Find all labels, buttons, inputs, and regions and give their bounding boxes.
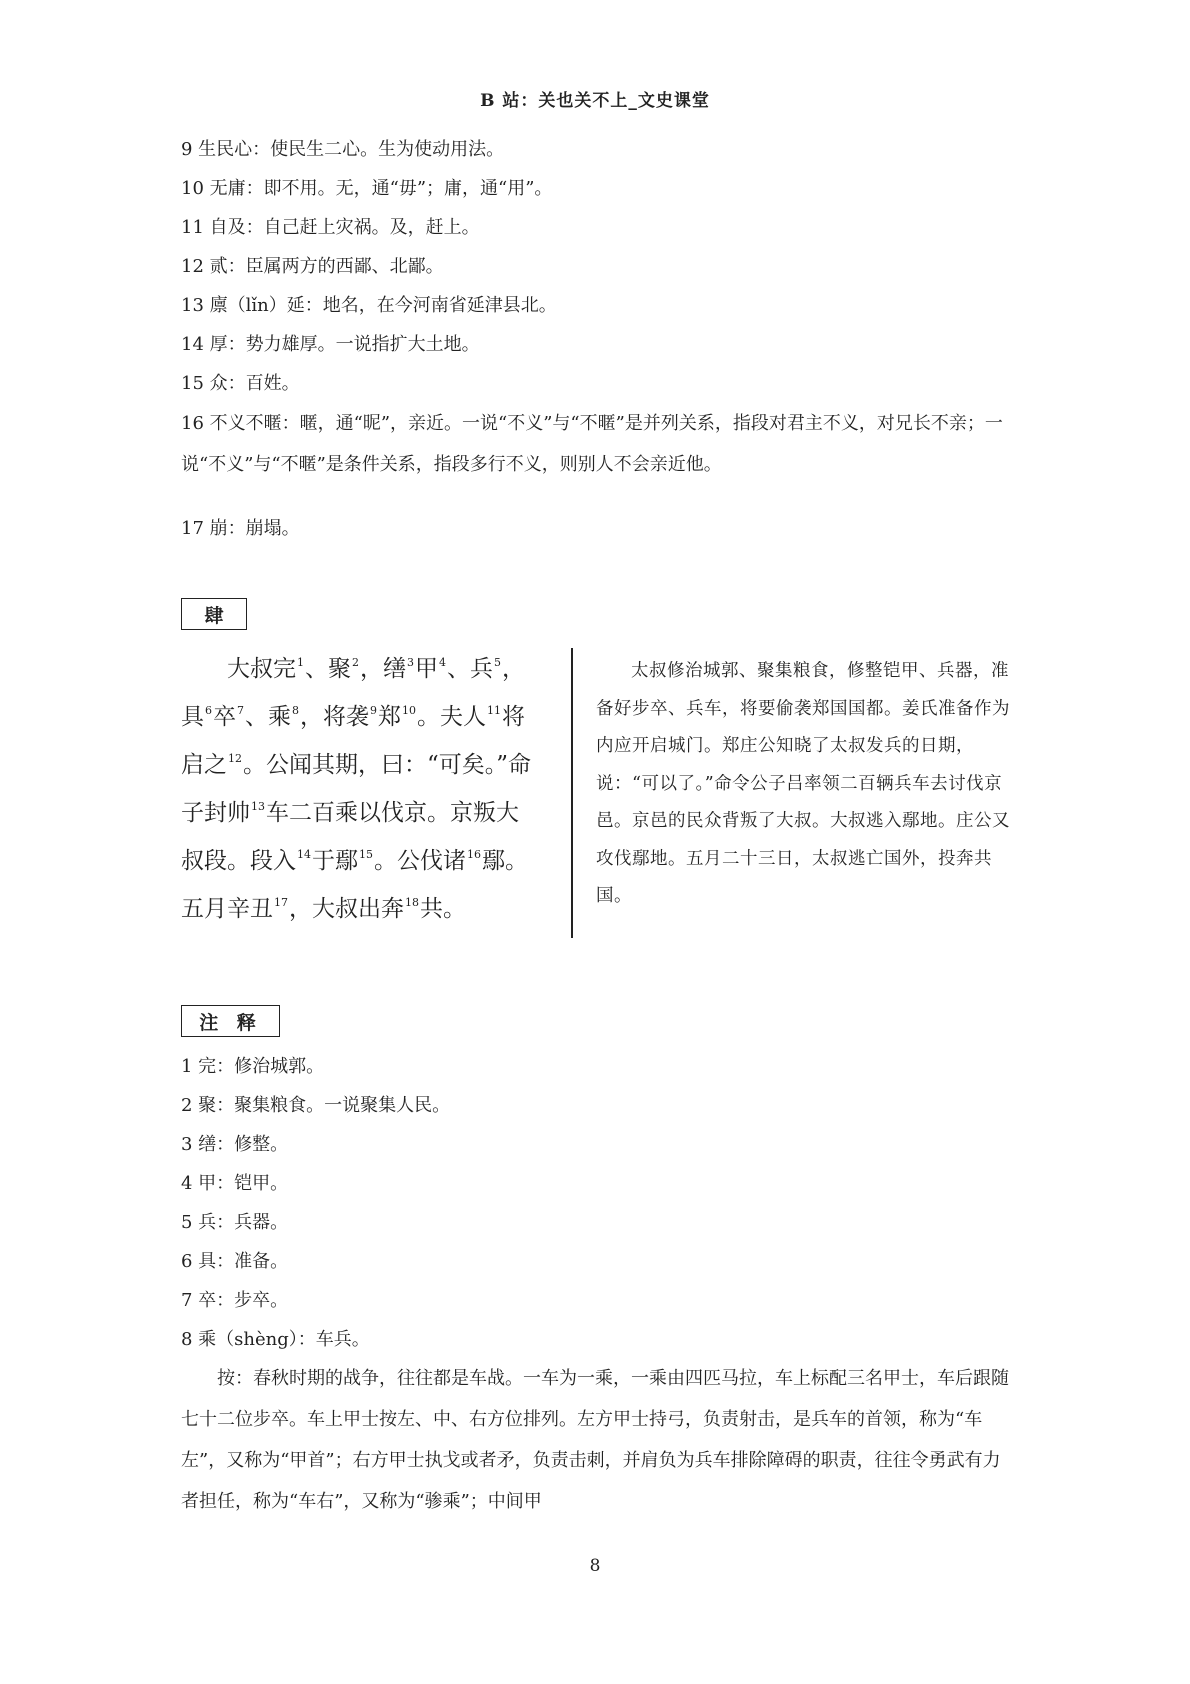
- note-14: 14 厚：势力雄厚。一说指扩大土地。: [181, 334, 480, 355]
- original-text-segment: 、乘: [245, 704, 291, 730]
- original-text-segment: 车二百乘以伐京。京叛大叔段。段入: [181, 800, 519, 874]
- note-marker: 2: [352, 656, 359, 669]
- note-marker: 9: [370, 704, 377, 717]
- original-text-segment: 。公闻其期，曰：“可矣。”命子封帅: [181, 752, 532, 826]
- original-text-segment: 。公伐诸: [374, 848, 466, 874]
- note-17: 17 崩：崩塌。: [181, 518, 300, 539]
- note-11: 11 自及：自己赶上灾祸。及，赶上。: [181, 217, 480, 238]
- note-marker: 13: [251, 800, 265, 813]
- original-text-segment: ，大叔出奔: [289, 896, 404, 922]
- note-b6: 6 具：准备。: [181, 1251, 289, 1272]
- note-marker: 1: [297, 656, 304, 669]
- column-divider: [571, 648, 573, 938]
- note-marker: 12: [228, 752, 242, 765]
- note-b4: 4 甲：铠甲。: [181, 1173, 289, 1194]
- section-title: 肆: [204, 604, 224, 627]
- note-marker: 4: [439, 656, 446, 669]
- original-text: [181, 645, 541, 933]
- annotations-title: 注 释: [199, 1011, 262, 1034]
- note-b7: 7 卒：步卒。: [181, 1290, 289, 1311]
- note-9: 9 生民心：使民生二心。生为使动用法。: [181, 139, 505, 160]
- page-header: B 站：关也关不上_文史课堂: [480, 91, 710, 111]
- original-paragraph: [181, 645, 541, 933]
- note-b5: 5 兵：兵器。: [181, 1212, 289, 1233]
- original-text-segment: 卒: [213, 704, 236, 730]
- original-text-segment: 甲: [415, 656, 438, 682]
- note-marker: 15: [359, 848, 373, 861]
- note-10: 10 无庸：即不用。无，通“毋”；庸，通“用”。: [181, 178, 553, 199]
- original-text-segment: 、聚: [305, 656, 351, 682]
- original-text-segment: ，缮: [360, 656, 406, 682]
- note-b2: 2 聚：聚集粮食。一说聚集人民。: [181, 1095, 451, 1116]
- original-text-segment: 。夫人: [417, 704, 486, 730]
- note-marker: 8: [292, 704, 299, 717]
- translation-text: 太叔修治城郭、聚集粮食，修整铠甲、兵器，准备好步卒、兵车，将要偷袭郑国国都。姜氏准备作为内应开启城门。郑庄公知晓了太叔发兵的日期，说：“可以了。”命令公子吕率领二百辆兵车去讨伐京邑。京邑的民众背叛了大叔。大叔逃入鄢地。庄公又攻伐鄢地。五月二十三日，太叔逃亡国外，投奔共国。: [596, 661, 1010, 906]
- original-text-segment: 、兵: [447, 656, 493, 682]
- original-text-segment: 将启之: [181, 704, 525, 778]
- commentary: 按：春秋时期的战争，往往都是车战。一车为一乘，一乘由四匹马拉，车上标配三名甲士，车后跟随七十二位步卒。车上甲士按左、中、右方位排列。左方甲士持弓，负责射击，是兵车的首领，称为“车左”，又称为“甲首”；右方甲士执戈或者矛，负责击刺，并肩负为兵车排除障碍的职责，往往令勇武有力者担任，称为“车右”，又称为“骖乘”；中间甲: [181, 1368, 1009, 1512]
- original-text-segment: 大叔完: [227, 656, 296, 682]
- note-marker: 5: [494, 656, 501, 669]
- note-b3: 3 缮：修整。: [181, 1134, 289, 1155]
- note-marker: 6: [205, 704, 212, 717]
- note-marker: 3: [407, 656, 414, 669]
- note-b1: 1 完：修治城郭。: [181, 1056, 325, 1077]
- note-15: 15 众：百姓。: [181, 373, 300, 394]
- original-text-segment: 鄢。五月辛丑: [181, 848, 528, 922]
- original-text-segment: ，具: [181, 656, 525, 730]
- note-marker: 14: [297, 848, 311, 861]
- note-marker: 18: [405, 896, 419, 909]
- note-marker: 16: [467, 848, 481, 861]
- original-text-segment: 共。: [420, 896, 466, 922]
- original-text-segment: 于鄢: [312, 848, 358, 874]
- page-number: 8: [589, 1556, 601, 1576]
- note-13: 13 廪（lǐn）延：地名，在今河南省延津县北。: [181, 295, 557, 316]
- note-marker: 11: [487, 704, 501, 717]
- note-12: 12 贰：臣属两方的西鄙、北鄙。: [181, 256, 444, 277]
- note-16: 16 不义不暱：暱，通“昵”，亲近。一说“不义”与“不暱”是并列关系，指段对君主不义，对兄长不亲；一说“不义”与“不暱”是条件关系，指段多行不义，则别人不会亲近他。: [181, 413, 1003, 475]
- original-text-segment: 郑: [378, 704, 401, 730]
- annotations-title-box: [181, 1005, 280, 1037]
- original-text-segment: ，将袭: [300, 704, 369, 730]
- note-marker: 17: [274, 896, 288, 909]
- note-marker: 7: [237, 704, 244, 717]
- note-marker: 10: [402, 704, 416, 717]
- section-title-box: [181, 598, 247, 630]
- note-b8: 8 乘（shèng）：车兵。: [181, 1329, 370, 1350]
